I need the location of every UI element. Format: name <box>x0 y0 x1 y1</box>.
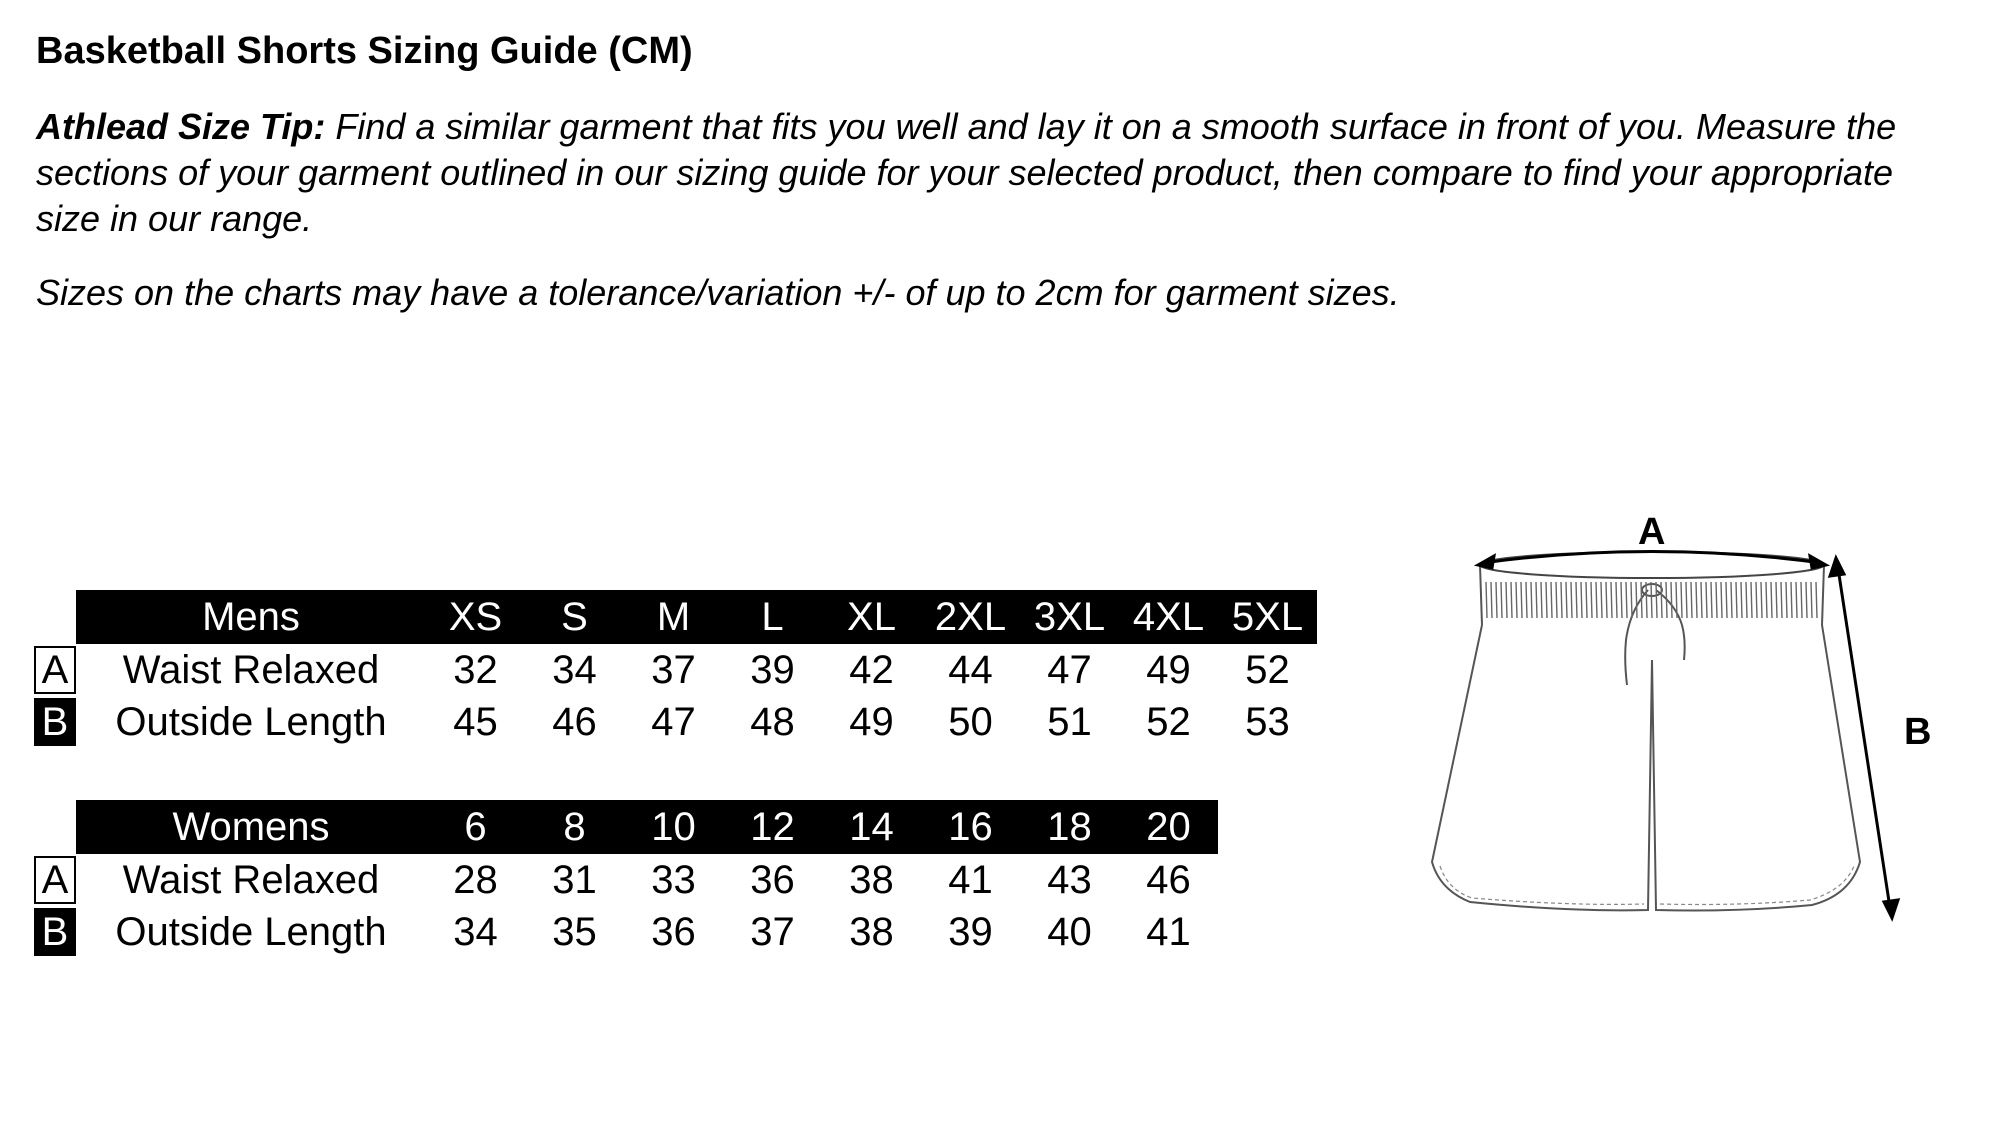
gather-line <box>1606 582 1607 618</box>
table-cell: 52 <box>1146 699 1191 744</box>
gather-line <box>1551 582 1552 618</box>
gather-line <box>1696 582 1697 618</box>
table-cell: 46 <box>1146 857 1191 902</box>
womens-size-20: 20 <box>1146 804 1191 849</box>
table-cell: 44 <box>948 647 993 692</box>
measurement-b-label: B <box>1904 711 1932 753</box>
gather-line <box>1491 582 1492 618</box>
womens-header-bar <box>76 800 1218 854</box>
row-letter-a: A <box>34 856 76 904</box>
gather-line <box>1566 582 1567 618</box>
gather-line <box>1761 582 1762 618</box>
gather-line <box>1596 582 1597 618</box>
gather-line <box>1516 582 1517 618</box>
mens-size-xs: XS <box>448 594 503 639</box>
gather-line <box>1591 582 1592 618</box>
gather-line <box>1496 582 1497 618</box>
table-cell: 40 <box>1047 909 1092 954</box>
size-tip <box>36 104 1966 242</box>
gather-line <box>1536 582 1537 618</box>
gather-line <box>1741 582 1742 618</box>
gather-line <box>1601 582 1602 618</box>
gather-line <box>1811 582 1812 618</box>
gather-line <box>1571 582 1572 618</box>
mens-length-label: Outside Length <box>115 699 387 744</box>
table-cell: 49 <box>849 699 894 744</box>
gather-line <box>1666 582 1667 618</box>
gather-line <box>1806 582 1807 618</box>
gather-line <box>1561 582 1562 618</box>
mens-header-label: Mens <box>202 594 300 639</box>
mens-waist-label: Waist Relaxed <box>122 647 380 692</box>
gather-line <box>1776 582 1777 618</box>
waistband-gathers <box>1486 582 1817 618</box>
tolerance-note: Sizes on the charts may have a tolerance/variation +/- of up to 2cm for garment sizes. <box>36 272 1400 313</box>
gather-line <box>1791 582 1792 618</box>
gather-line <box>1531 582 1532 618</box>
table-cell: 38 <box>849 909 894 954</box>
gather-line <box>1661 582 1662 618</box>
womens-length-row <box>34 906 1218 958</box>
gather-line <box>1801 582 1802 618</box>
mens-header-bar <box>76 590 1317 644</box>
table-cell: 39 <box>750 647 795 692</box>
gather-line <box>1631 582 1632 618</box>
gather-line <box>1766 582 1767 618</box>
mens-size-table <box>34 590 1317 748</box>
table-cell: 36 <box>651 909 696 954</box>
table-cell: 28 <box>453 857 498 902</box>
table-cell: 52 <box>1245 647 1290 692</box>
mens-size-4xl: 4XL <box>1132 594 1205 639</box>
mens-header-row <box>34 590 1317 644</box>
gather-line <box>1746 582 1747 618</box>
gather-line <box>1726 582 1727 618</box>
gather-line <box>1686 582 1687 618</box>
page-title: Basketball Shorts Sizing Guide (CM) <box>36 30 693 72</box>
mens-size-m: M <box>656 594 691 639</box>
gather-line <box>1616 582 1617 618</box>
shorts-outline <box>1432 625 1860 910</box>
gather-line <box>1541 582 1542 618</box>
table-cell: 53 <box>1245 699 1290 744</box>
gather-line <box>1751 582 1752 618</box>
gather-line <box>1636 582 1637 618</box>
gather-line <box>1576 582 1577 618</box>
womens-size-18: 18 <box>1047 804 1092 849</box>
womens-size-6: 6 <box>464 804 487 849</box>
womens-header-row <box>34 800 1218 854</box>
gather-line <box>1816 582 1817 618</box>
table-cell: 34 <box>552 647 597 692</box>
table-cell: 42 <box>849 647 894 692</box>
gather-line <box>1731 582 1732 618</box>
gather-line <box>1756 582 1757 618</box>
gather-line <box>1581 582 1582 618</box>
womens-waist-row <box>34 854 1218 906</box>
table-cell: 50 <box>948 699 993 744</box>
womens-length-label: Outside Length <box>115 909 387 954</box>
womens-waist-label: Waist Relaxed <box>122 857 380 902</box>
gather-line <box>1586 582 1587 618</box>
gather-line <box>1796 582 1797 618</box>
table-cell: 41 <box>948 857 993 902</box>
gather-line <box>1711 582 1712 618</box>
mens-size-xl: XL <box>847 594 896 639</box>
measurement-a-arrow <box>1478 552 1826 569</box>
womens-size-16: 16 <box>948 804 993 849</box>
gather-line <box>1651 582 1652 618</box>
table-cell: 41 <box>1146 909 1191 954</box>
womens-size-12: 12 <box>750 804 795 849</box>
gather-line <box>1556 582 1557 618</box>
gather-line <box>1521 582 1522 618</box>
gather-line <box>1506 582 1507 618</box>
row-letter-a: A <box>34 646 76 694</box>
gather-line <box>1611 582 1612 618</box>
gather-line <box>1546 582 1547 618</box>
table-cell: 39 <box>948 909 993 954</box>
mens-length-row <box>34 696 1317 748</box>
table-cell: 49 <box>1146 647 1191 692</box>
table-cell: 37 <box>651 647 696 692</box>
gather-line <box>1771 582 1772 618</box>
gather-line <box>1501 582 1502 618</box>
gather-line <box>1681 582 1682 618</box>
mens-size-s: S <box>561 594 588 639</box>
gather-line <box>1676 582 1677 618</box>
mens-size-l: L <box>761 594 784 639</box>
gather-line <box>1736 582 1737 618</box>
table-cell: 46 <box>552 699 597 744</box>
womens-header-label: Womens <box>172 804 330 849</box>
mens-waist-row <box>34 644 1317 696</box>
shorts-diagram <box>1420 510 1940 960</box>
row-letter-b: B <box>34 908 76 956</box>
table-cell: 47 <box>651 699 696 744</box>
gather-line <box>1721 582 1722 618</box>
table-cell: 31 <box>552 857 597 902</box>
table-cell: 45 <box>453 699 498 744</box>
table-cell: 37 <box>750 909 795 954</box>
womens-size-8: 8 <box>563 804 586 849</box>
gather-line <box>1716 582 1717 618</box>
table-cell: 36 <box>750 857 795 902</box>
table-cell: 33 <box>651 857 696 902</box>
gather-line <box>1706 582 1707 618</box>
gather-line <box>1671 582 1672 618</box>
mens-size-5xl: 5XL <box>1231 594 1304 639</box>
table-cell: 38 <box>849 857 894 902</box>
gather-line <box>1781 582 1782 618</box>
table-cell: 51 <box>1047 699 1092 744</box>
gather-line <box>1526 582 1527 618</box>
gather-line <box>1621 582 1622 618</box>
gather-line <box>1626 582 1627 618</box>
mens-size-3xl: 3XL <box>1033 594 1106 639</box>
womens-size-10: 10 <box>651 804 696 849</box>
gather-line <box>1691 582 1692 618</box>
mens-size-2xl: 2XL <box>934 594 1007 639</box>
row-letter-b: B <box>34 698 76 746</box>
table-cell: 34 <box>453 909 498 954</box>
gather-line <box>1511 582 1512 618</box>
size-tip-text: Find a similar garment that fits you well and lay it on a smooth surface in front of you. Measure the sections of your garment outlined in our sizing guide for your selected product, then compare to find your appropriate size in our range. <box>36 106 1897 239</box>
gather-line <box>1656 582 1657 618</box>
gather-line <box>1701 582 1702 618</box>
table-cell: 35 <box>552 909 597 954</box>
table-cell: 48 <box>750 699 795 744</box>
table-cell: 47 <box>1047 647 1092 692</box>
gather-line <box>1646 582 1647 618</box>
table-cell: 32 <box>453 647 498 692</box>
womens-size-table <box>34 800 1218 958</box>
gather-line <box>1486 582 1487 618</box>
size-tip-label: Athlead Size Tip: <box>36 106 326 147</box>
table-cell: 43 <box>1047 857 1092 902</box>
gather-line <box>1786 582 1787 618</box>
measurement-a-label: A <box>1638 511 1666 553</box>
womens-size-14: 14 <box>849 804 894 849</box>
gather-line <box>1641 582 1642 618</box>
